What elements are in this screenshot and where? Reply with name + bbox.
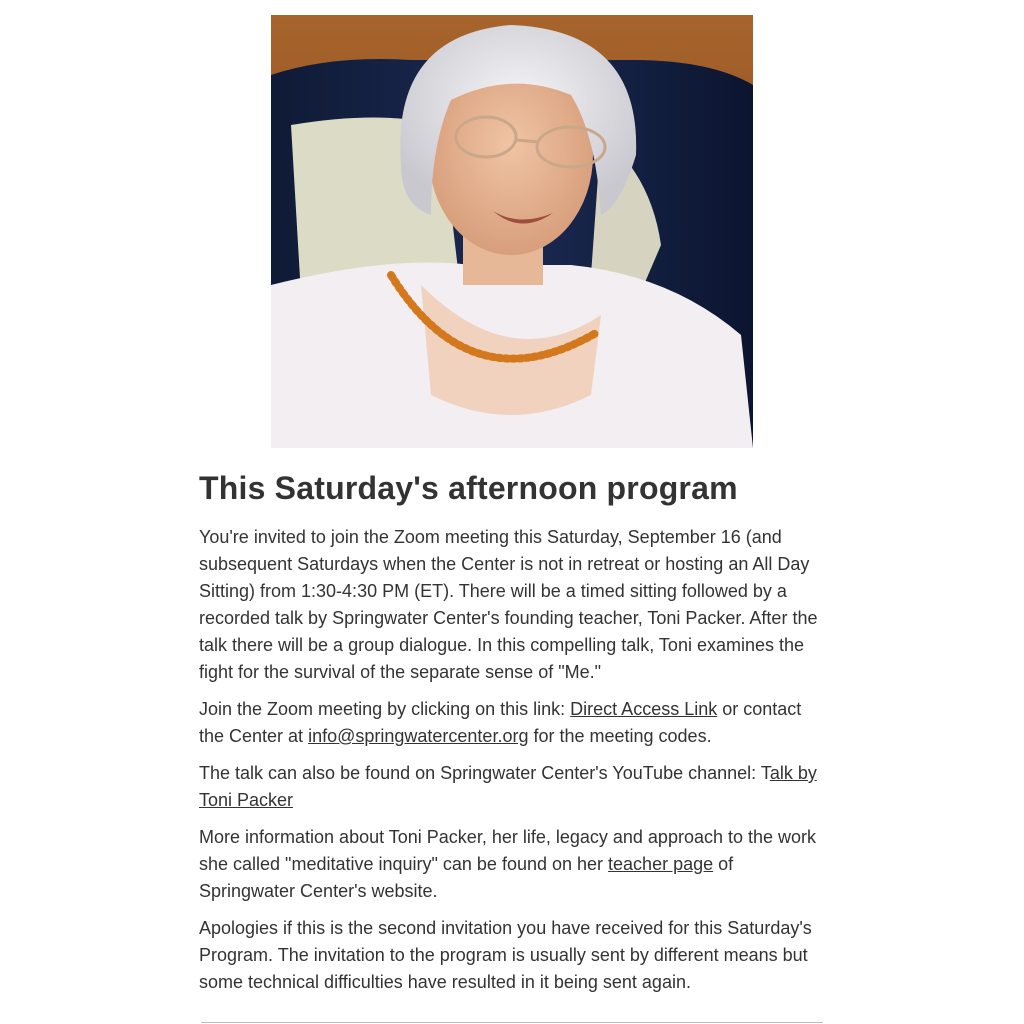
divider (201, 1022, 823, 1023)
apology-paragraph: Apologies if this is the second invitation you have received for this Saturday's Program. The invitation to the program is usually sent by different means but some technical difficulties have resulted in it being sent again. (199, 918, 812, 992)
youtube-text: The talk can also be found on Springwater Center's YouTube channel: T (199, 763, 770, 783)
zoom-join-text-middle: or contact the Center at (199, 699, 802, 746)
zoom-join-paragraph (199, 696, 824, 750)
zoom-join-text-end: for the meeting codes. (528, 726, 712, 746)
page-title: This Saturday's afternoon program (199, 470, 738, 506)
program-announcement (199, 466, 824, 1006)
zoom-join-text: Join the Zoom meeting by clicking on this link: (199, 699, 571, 719)
program-description: You're invited to join the Zoom meeting this Saturday, September 16 (and subsequent Saturdays when the Center is not in retreat or hosting an All Day Sitting) from 1:30-4:30 PM (ET). There will be a timed sitting followed by a recorded talk by Springwater Center's founding teacher, Toni Packer. After the talk there will be a group dialogue. In this compelling talk, Toni examines the fight for the survival of the separate sense of "Me." (199, 527, 818, 682)
more-info-text-end: of Springwater Center's website. (199, 854, 734, 901)
youtube-paragraph (199, 760, 824, 814)
direct-access-link[interactable]: Direct Access Link (570, 699, 718, 719)
more-info-paragraph (199, 824, 824, 905)
more-info-text: More information about Toni Packer, her life, legacy and approach to the work she called "meditative inquiry" can be found on her (199, 827, 817, 874)
portrait-photo (271, 15, 753, 448)
email-link[interactable]: info@springwatercenter.org (308, 726, 529, 746)
teacher-page-link[interactable]: teacher page (608, 854, 714, 874)
youtube-talk-link[interactable]: alk by Toni Packer (199, 763, 817, 810)
